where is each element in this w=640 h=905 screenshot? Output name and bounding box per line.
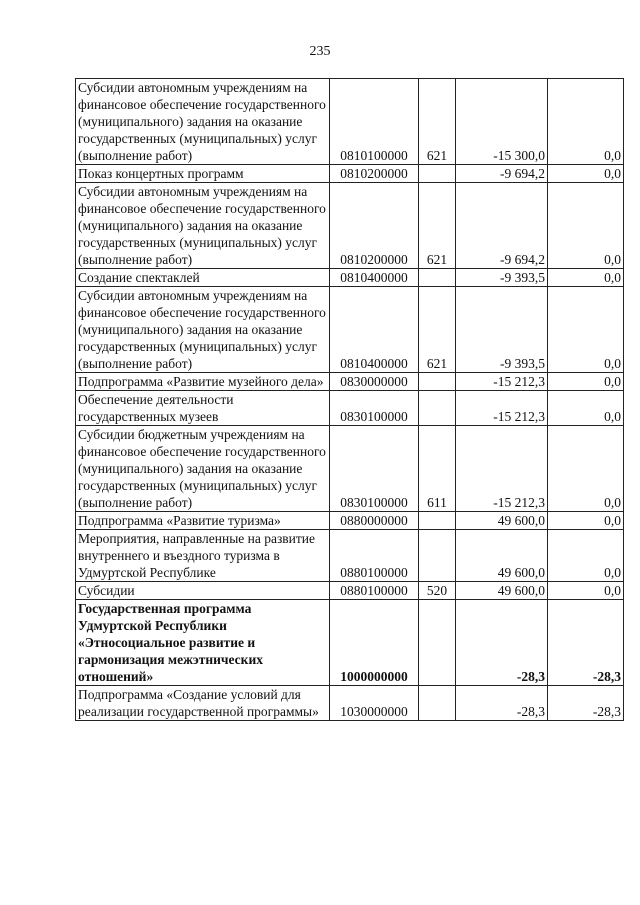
row-expense-type-cell (419, 686, 456, 721)
row-amount-change-cell: 49 600,0 (456, 512, 548, 530)
row-code-cell: 0880000000 (330, 512, 419, 530)
row-amount-change-cell: -28,3 (456, 686, 548, 721)
row-amount-second-cell: 0,0 (548, 530, 624, 582)
row-code-cell: 0880100000 (330, 582, 419, 600)
budget-table-body (76, 79, 624, 721)
table-row (76, 287, 624, 373)
row-amount-second-cell: 0,0 (548, 269, 624, 287)
row-expense-type-cell: 611 (419, 426, 456, 512)
row-name-cell: Субсидии (76, 582, 330, 600)
row-amount-change-cell: -9 393,5 (456, 269, 548, 287)
row-name-cell: Подпрограмма «Создание условий для реализации государственной программы» (76, 686, 330, 721)
row-amount-second-cell: 0,0 (548, 426, 624, 512)
row-expense-type-cell: 520 (419, 582, 456, 600)
row-expense-type-cell (419, 391, 456, 426)
row-name-cell: Показ концертных программ (76, 165, 330, 183)
page-number: 235 (309, 44, 331, 59)
row-code-cell: 1000000000 (330, 600, 419, 686)
row-amount-second-cell: -28,3 (548, 600, 624, 686)
row-code-cell: 0830000000 (330, 373, 419, 391)
row-amount-change-cell: -15 212,3 (456, 426, 548, 512)
row-amount-change-cell: 49 600,0 (456, 530, 548, 582)
table-row (76, 582, 624, 600)
row-expense-type-cell (419, 373, 456, 391)
row-code-cell: 0880100000 (330, 530, 419, 582)
row-amount-second-cell: -28,3 (548, 686, 624, 721)
row-code-cell: 1030000000 (330, 686, 419, 721)
row-expense-type-cell (419, 269, 456, 287)
row-amount-second-cell: 0,0 (548, 582, 624, 600)
row-name-cell: Субсидии бюджетным учреждениям на финансовое обеспечение государственного (муниципального) задания на оказание государственных (муниципальных) услуг (выполнение работ) (76, 426, 330, 512)
row-amount-second-cell: 0,0 (548, 373, 624, 391)
row-amount-second-cell: 0,0 (548, 287, 624, 373)
row-amount-second-cell: 0,0 (548, 79, 624, 165)
row-expense-type-cell (419, 600, 456, 686)
row-name-cell: Мероприятия, направленные на развитие внутреннего и въездного туризма в Удмуртской Республике (76, 530, 330, 582)
table-row (76, 530, 624, 582)
row-expense-type-cell (419, 165, 456, 183)
row-expense-type-cell (419, 512, 456, 530)
row-name-cell: Обеспечение деятельности государственных музеев (76, 391, 330, 426)
row-code-cell: 0830100000 (330, 426, 419, 512)
row-name-cell: Создание спектаклей (76, 269, 330, 287)
table-row (76, 391, 624, 426)
row-amount-change-cell: -9 393,5 (456, 287, 548, 373)
table-row (76, 79, 624, 165)
row-code-cell: 0810100000 (330, 79, 419, 165)
row-code-cell: 0830100000 (330, 391, 419, 426)
table-row (76, 373, 624, 391)
row-name-cell: Подпрограмма «Развитие музейного дела» (76, 373, 330, 391)
row-amount-second-cell: 0,0 (548, 391, 624, 426)
table-row (76, 183, 624, 269)
table-row (76, 512, 624, 530)
row-amount-change-cell: 49 600,0 (456, 582, 548, 600)
row-name-cell: Субсидии автономным учреждениям на финансовое обеспечение государственного (муниципального) задания на оказание государственных (муниципальных) услуг (выполнение работ) (76, 183, 330, 269)
table-row (76, 426, 624, 512)
row-amount-change-cell: -9 694,2 (456, 165, 548, 183)
row-amount-second-cell: 0,0 (548, 512, 624, 530)
table-row (76, 165, 624, 183)
row-name-cell: Государственная программа Удмуртской Республики «Этносоциальное развитие и гармонизация межэтнических отношений» (76, 600, 330, 686)
row-expense-type-cell: 621 (419, 287, 456, 373)
row-amount-change-cell: -15 300,0 (456, 79, 548, 165)
table-row (76, 686, 624, 721)
budget-table (75, 78, 624, 721)
table-row (76, 600, 624, 686)
row-amount-change-cell: -28,3 (456, 600, 548, 686)
row-expense-type-cell (419, 530, 456, 582)
row-amount-second-cell: 0,0 (548, 183, 624, 269)
row-code-cell: 0810400000 (330, 287, 419, 373)
row-amount-change-cell: -15 212,3 (456, 391, 548, 426)
row-code-cell: 0810200000 (330, 165, 419, 183)
row-amount-change-cell: -15 212,3 (456, 373, 548, 391)
row-amount-second-cell: 0,0 (548, 165, 624, 183)
row-expense-type-cell: 621 (419, 79, 456, 165)
row-code-cell: 0810200000 (330, 183, 419, 269)
table-row (76, 269, 624, 287)
row-code-cell: 0810400000 (330, 269, 419, 287)
row-name-cell: Подпрограмма «Развитие туризма» (76, 512, 330, 530)
row-expense-type-cell: 621 (419, 183, 456, 269)
row-name-cell: Субсидии автономным учреждениям на финансовое обеспечение государственного (муниципального) задания на оказание государственных (муниципальных) услуг (выполнение работ) (76, 287, 330, 373)
row-name-cell: Субсидии автономным учреждениям на финансовое обеспечение государственного (муниципального) задания на оказание государственных (муниципальных) услуг (выполнение работ) (76, 79, 330, 165)
row-amount-change-cell: -9 694,2 (456, 183, 548, 269)
